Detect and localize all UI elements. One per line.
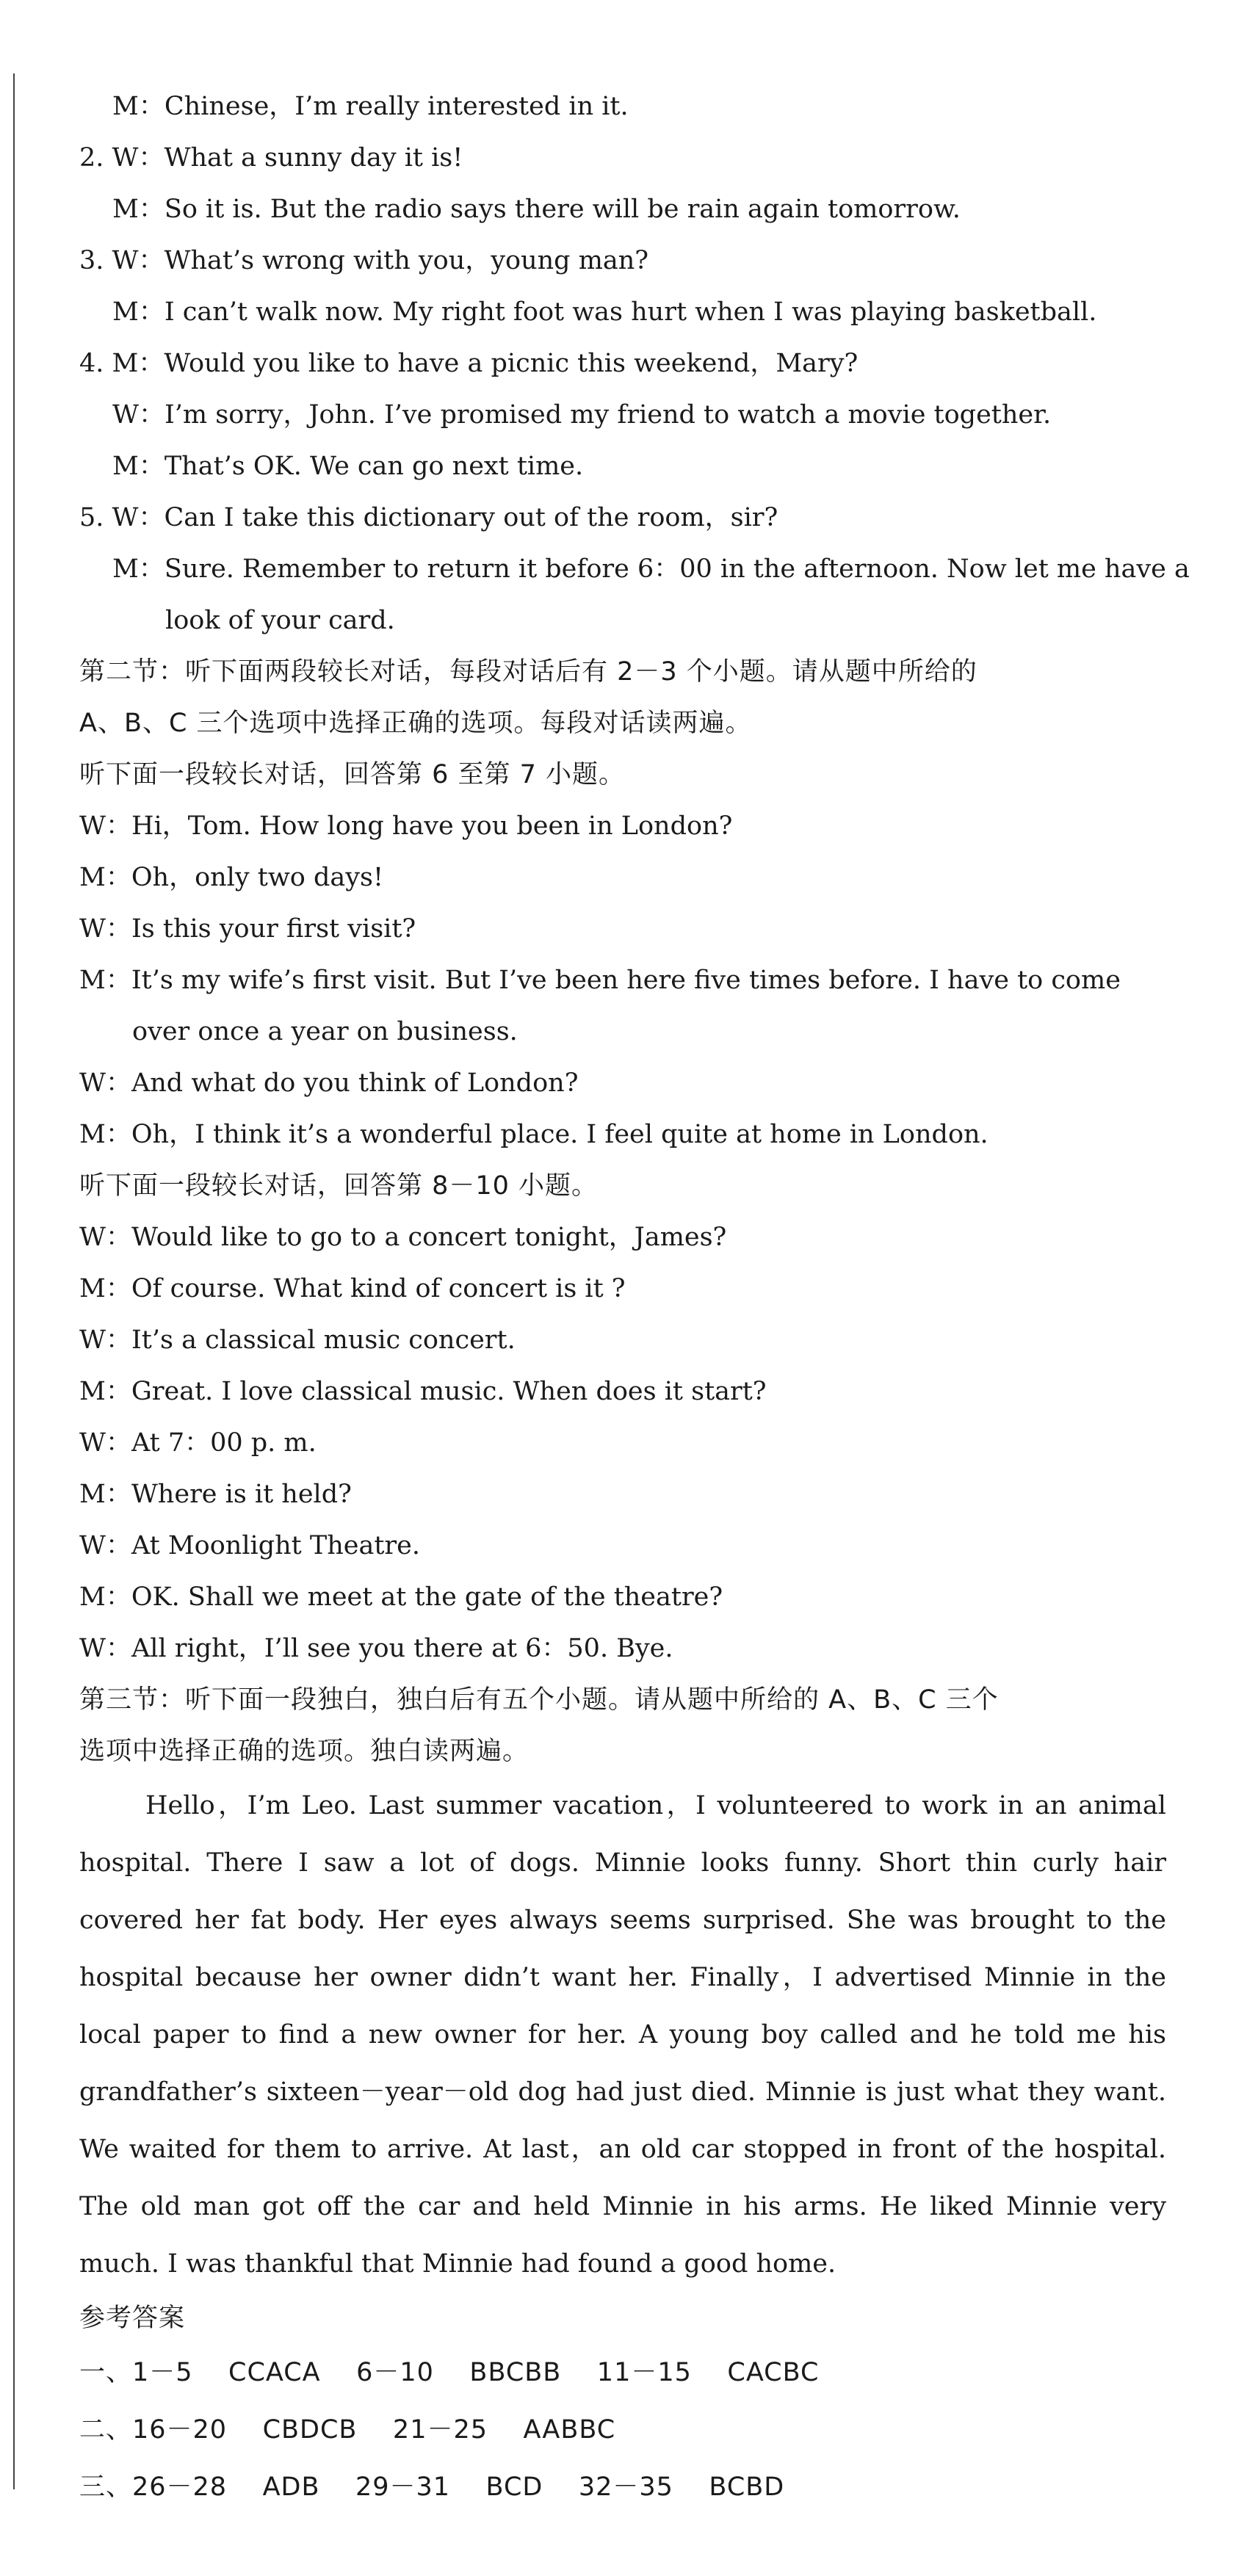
dialog1-line: W：Is this your first visit?: [79, 914, 416, 944]
dialogue-line: M：So it is. But the radio says there will be rain again tomorrow.: [112, 195, 961, 224]
answer-key: [79, 2344, 1166, 2516]
dialog1-line: M：Oh，I think it’s a wonderful place. I feel quite at home in London.: [79, 1120, 989, 1149]
answer-row: 一、1－5 CCACA 6－10 BBCBB 11－15 CACBC: [79, 2358, 820, 2387]
dialog2-line: W：Would like to go to a concert tonight，James?: [79, 1223, 727, 1252]
dialogue-line: M：That’s OK. We can go next time.: [112, 452, 584, 481]
dialog1-line: W：Hi，Tom. How long have you been in London?: [79, 811, 733, 841]
dialogue-line: M：Sure. Remember to return it before 6：00 in the afternoon. Now let me have a: [112, 554, 1190, 584]
dialog1-line: M：It’s my wife’s first visit. But I’ve been here five times before. I have to come: [79, 966, 1121, 995]
dialogue-line: M：I can’t walk now. My right foot was hurt when I was playing basketball.: [112, 297, 1097, 327]
section3-title: 第三节：听下面一段独白，独白后有五个小题。请从题中所给的 A、B、C 三个: [79, 1685, 999, 1715]
dialog2-intro: 听下面一段较长对话，回答第 8－10 小题。: [79, 1171, 599, 1201]
dialog2: [79, 1212, 1166, 1674]
section2-title: 第二节：听下面两段较长对话，每段对话后有 2－3 个小题。请从题中所给的: [79, 657, 977, 687]
answer-row: 二、16－20 CBDCB 21－25 AABBC: [79, 2415, 616, 2445]
dialog2-line: W：At Moonlight Theatre.: [79, 1531, 420, 1560]
dialog2-line: M：Of course. What kind of concert is it ?: [79, 1274, 626, 1303]
dialog2-line: M：Great. I love classical music. When does it start?: [79, 1377, 767, 1406]
dialog2-line: M：Where is it held?: [79, 1480, 352, 1509]
dialog2-line: M：OK. Shall we meet at the gate of the theatre?: [79, 1582, 723, 1612]
dialog2-line: W：All right，I’ll see you there at 6：50. Bye.: [79, 1634, 673, 1663]
dialog1-line: over once a year on business.: [132, 1017, 518, 1046]
dialog1: [79, 800, 1166, 1160]
section3-title-cont: 选项中选择正确的选项。独白读两遍。: [79, 1737, 530, 1766]
dialogue-line: 5. W：Can I take this dictionary out of the room，sir?: [79, 503, 778, 532]
dialog1-line: W：And what do you think of London?: [79, 1068, 579, 1098]
section1-dialogues: [79, 81, 1190, 646]
dialogue-line: W：I’m sorry，John. I’ve promised my friend to watch a movie together.: [112, 400, 1052, 430]
dialogue-line: 3. W：What’s wrong with you，young man?: [79, 246, 649, 275]
answers-title: 参考答案: [79, 2304, 186, 2333]
section2-title-cont: A、B、C 三个选项中选择正确的选项。每段对话读两遍。: [79, 709, 752, 738]
left-margin-rule: [13, 73, 15, 2489]
dialog2-line: W：It’s a classical music concert.: [79, 1325, 516, 1355]
answer-row: 三、26－28 ADB 29－31 BCD 32－35 BCBD: [79, 2472, 785, 2502]
dialog2-line: W：At 7：00 p. m.: [79, 1428, 317, 1458]
dialogue-line: 4. M：Would you like to have a picnic this weekend，Mary?: [79, 349, 859, 378]
monologue-paragraph: Hello，I’m Leo. Last summer vacation，I volunteered to work in an animal hospital. There I saw a lot of dogs. Minnie looks funny. Short thin curly hair covered her fat body. Her eyes always seems surprised. She was brought to the hospital because her owner didn’t want her. Finally，I advertised Minnie in the local paper to find a new owner for her. A young boy called and he told me his grandfather’s sixteen－year－old dog had just died. Minnie is just what they want. We waited for them to arrive. At last，an old car stopped in front of the hospital. The old man got off the car and held Minnie in his arms. He liked Minnie very much. I was thankful that Minnie had found a good home.: [79, 1791, 1166, 2279]
dialogue-line: 2. W：What a sunny day it is!: [79, 143, 463, 173]
document-page: [79, 81, 1190, 2516]
dialogue-line: look of your card.: [165, 606, 395, 635]
dialog1-line: M：Oh，only two days!: [79, 863, 384, 892]
dialogue-line: M：Chinese，I’m really interested in it.: [112, 92, 629, 121]
dialog1-intro: 听下面一段较长对话，回答第 6 至第 7 小题。: [79, 760, 626, 789]
